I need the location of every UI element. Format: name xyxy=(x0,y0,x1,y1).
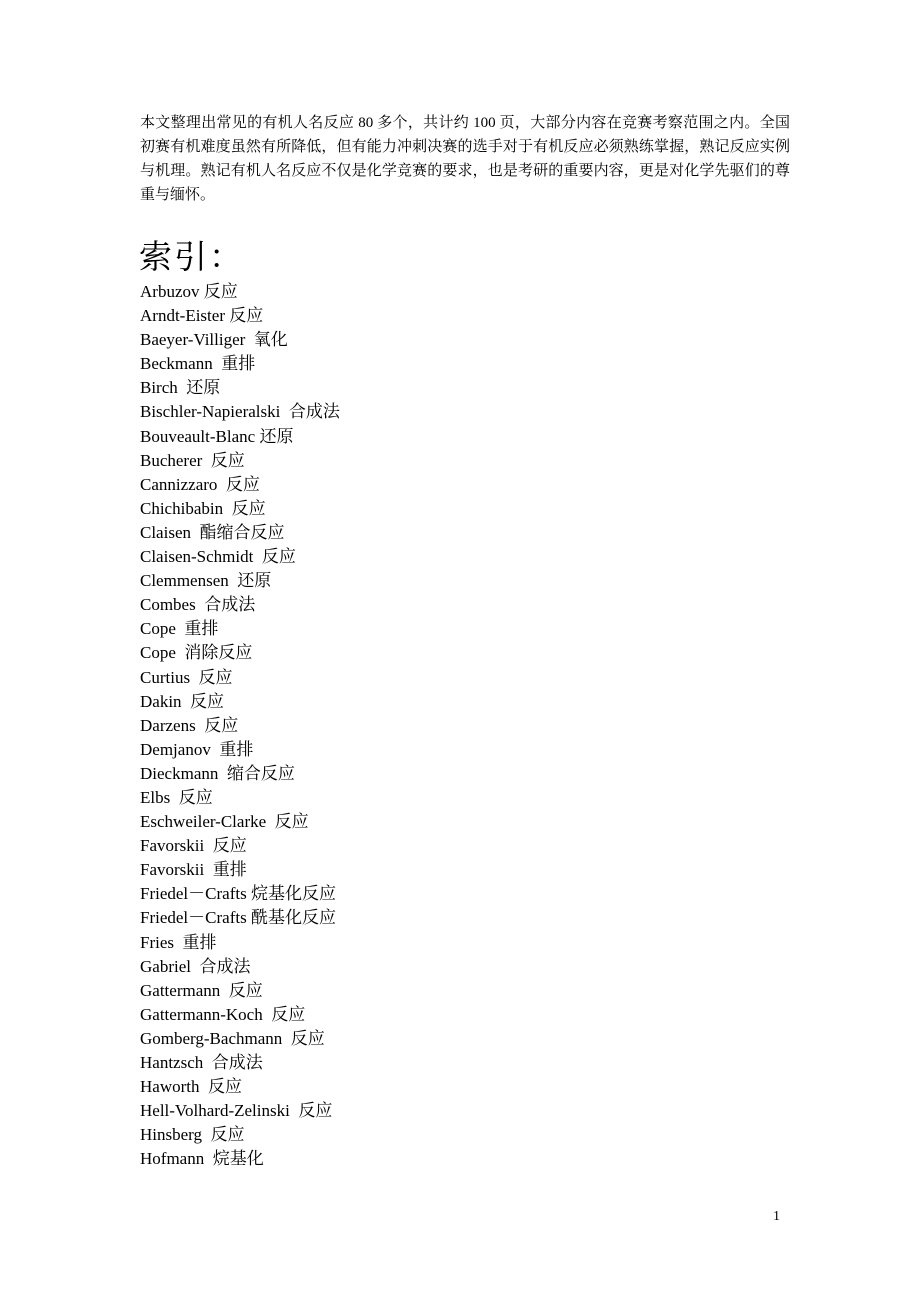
index-item: Beckmann 重排 xyxy=(140,354,256,374)
index-item: Clemmensen 还原 xyxy=(140,571,272,591)
index-item: Gattermann 反应 xyxy=(140,980,263,1000)
index-item: Friedel－Crafts 酰基化反应 xyxy=(140,908,336,928)
index-item: Darzens 反应 xyxy=(140,715,239,735)
index-item: Gattermann-Koch 反应 xyxy=(140,1004,306,1024)
index-item: Birch 还原 xyxy=(140,378,221,398)
index-item: Gomberg-Bachmann 反应 xyxy=(140,1028,325,1048)
page-number: 1 xyxy=(773,1209,780,1224)
index-item: Demjanov 重排 xyxy=(140,739,254,759)
index-item: Chichibabin 反应 xyxy=(140,498,266,518)
index-item: Claisen-Schmidt 反应 xyxy=(140,547,296,567)
index-item: Gabriel 合成法 xyxy=(140,956,251,976)
index-list xyxy=(140,280,340,1171)
intro-paragraph: 本文整理出常见的有机人名反应 80 多个，共计约 100 页，大部分内容在竞赛考察范围之内。全国初赛有机难度虽然有所降低，但有能力冲刺决赛的选手对于有机反应必须熟练掌握，熟记反应实例与机理。熟记有机人名反应不仅是化学竞赛的要求，也是考研的重要内容，更是对化学先驱们的尊重与缅怀。 xyxy=(140,115,790,203)
index-item: Hell-Volhard-Zelinski 反应 xyxy=(140,1101,333,1121)
index-item: Arbuzov 反应 xyxy=(140,282,238,301)
index-item: Friedel－Crafts 烷基化反应 xyxy=(140,884,336,904)
index-item: Fries 重排 xyxy=(140,932,217,952)
index-item: Hinsberg 反应 xyxy=(140,1125,245,1145)
index-item: Favorskii 反应 xyxy=(140,836,247,856)
index-item: Claisen 酯缩合反应 xyxy=(140,522,285,542)
index-item: Dakin 反应 xyxy=(140,691,225,711)
index-item: Favorskii 重排 xyxy=(140,860,247,880)
index-heading: 索引： xyxy=(139,240,244,276)
index-item: Bucherer 反应 xyxy=(140,450,245,470)
index-item: Cope 消除反应 xyxy=(140,643,253,663)
index-item: Elbs 反应 xyxy=(140,787,213,807)
index-item: Baeyer-Villiger 氧化 xyxy=(140,330,288,350)
index-item: Bischler-Napieralski 合成法 xyxy=(140,402,340,422)
index-item: Dieckmann 缩合反应 xyxy=(140,763,295,783)
index-item: Combes 合成法 xyxy=(140,595,256,615)
index-item: Eschweiler-Clarke 反应 xyxy=(140,812,309,832)
index-item: Bouveault-Blanc 还原 xyxy=(140,426,294,446)
index-item: Cannizzaro 反应 xyxy=(140,474,260,494)
index-item: Hofmann 烷基化 xyxy=(140,1149,264,1169)
index-item: Arndt-Eister 反应 xyxy=(140,306,264,326)
index-item: Cope 重排 xyxy=(140,619,219,639)
index-item: Curtius 反应 xyxy=(140,667,233,687)
index-item: Hantzsch 合成法 xyxy=(140,1053,263,1072)
index-item: Haworth 反应 xyxy=(140,1077,242,1097)
